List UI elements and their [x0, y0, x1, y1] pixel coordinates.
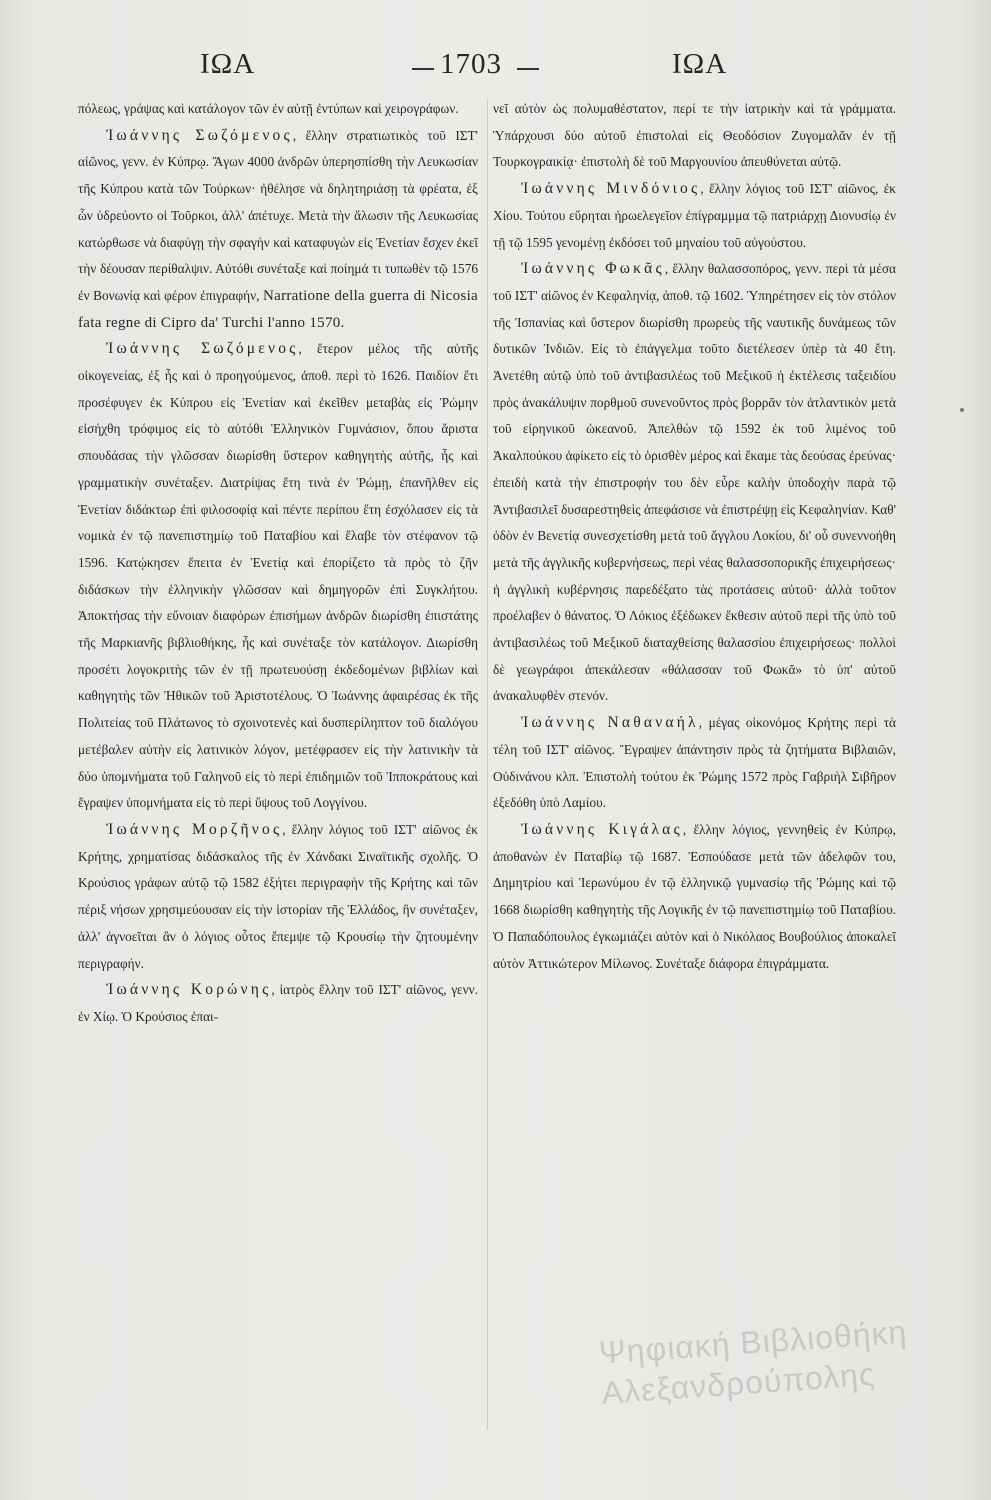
right-column [493, 96, 896, 977]
entry-text: , ἕλλην λόγιος τοῦ ΙΣΤ' αἰῶνος ἐκ Κρήτης, χρηματίσας διδάσκαλος τῆς ἐν Χάνδακι Σιναϊτικῆς σχολῆς. Ὁ Κρούσιος γράφων αὐτῷ τῷ 1582 ἐξήτει περιγραφὴν τῆς Κρήτης καὶ τῶν πέριξ νήσων χρησιμεύουσαν εἰς τὴν ἱστορίαν τῆς Ἑλλάδος, ἣν συνέταξεν, ἀλλ' ἀγνοεῖται ἂν ὁ λόγιος οὗτος ἔπεμψε τῷ Κρουσίῳ τὴν ζητουμένην περιγραφήν. [78, 821, 478, 971]
entry-paragraph [493, 710, 896, 817]
entry-text: , ἕλλην λόγιος, γεννηθεὶς ἐν Κύπρῳ, ἀποθανὼν ἐν Παταβίῳ τῷ 1687. Ἐσπούδασε μετὰ τῶν ἀδελφῶν του, Δημητρίου καὶ Ἱερωνύμου ἐν τῷ ἑλληνικῷ γυμνασίῳ τῆς Ῥώμης καὶ τῷ 1668 διωρίσθη καθηγητὴς τῆς Λογικῆς ἐν τῷ πανεπιστημίῳ τοῦ Παταβίου. Ὁ Παπαδόπουλος ἐγκωμιάζει αὐτὸν καὶ ὁ Νικόλαος Βουβούλιος ἀποκαλεῖ αὐτὸν Ἀττικώτερον Μίλωνος. Συνέταξε διάφορα ἐπιγράμματα. [493, 821, 896, 971]
entry-paragraph [493, 96, 896, 176]
entry-paragraph [78, 96, 478, 123]
running-header [0, 44, 991, 94]
header-dash-left [412, 68, 434, 70]
entry-name: Ἰωάννης Μορζῆνος [106, 820, 283, 838]
left-column [78, 96, 478, 1031]
entry-text: , ἕλλην θαλασσοπόρος, γενν. περὶ τὰ μέσα τοῦ ΙΣΤ' αἰῶνος ἐν Κεφαληνίᾳ, ἀποθ. τῷ 1602. Ὑπηρέτησεν εἰς τὸν στόλον τῆς Ἱσπανίας καὶ ὕστερον διωρίσθη πρωρεὺς τῆς ναυτικῆς δυνάμεως τῶν δυτικῶν Ἰνδιῶν. Εἰς τὸ ἐπάγγελμα τοῦτο διετέλεσεν ὑπὲρ τὰ 40 ἔτη. Ἀνετέθη αὐτῷ ὑπὸ τοῦ ἀντιβασιλέως τοῦ Μεξικοῦ ἡ ἐκτέλεσις ταξειδίου πρὸς ἀνακάλυψιν πορθμοῦ συνενοῦντος πρὸς βορρᾶν τὸν ἀτλαντικὸν μετὰ τοῦ εἰρηνικοῦ ὠκεανοῦ. Ἀπελθὼν τῷ 1592 ἐκ τοῦ λιμένος τοῦ Ἀκαλπούκου ἀφίκετο εἰς τὸ ὁρισθὲν μέρος καὶ ἔκαμε τὰς δεούσας ἐρεύνας· ἐπειδὴ κατὰ τὴν ἐπιστροφήν του δὲν εὗρε καλὴν ὑποδοχὴν παρὰ τῷ Ἀντιβασιλεῖ δυσαρεστηθεὶς ἀπεφάσισε νὰ ἐπιστρέψῃ εἰς Κεφαληνίαν. Καθ' ὁδὸν ἐν Βενετίᾳ συνεσχετίσθη μετὰ τοῦ ἄγγλου Λοκίου, δι' οὗ συνεννοήθη μετὰ τῆς ἀγγλικῆς κυβερνήσεως, περὶ νέας θαλασσοπορικῆς ἐπιχειρήσεως· ἡ ἀγγλικὴ κυβέρνησις παρεδέξατο τὰς προτάσεις αὐτοῦ· ἀλλὰ τοῦτον προέλαβεν ὁ θάνατος. Ὁ Λόκιος ἐξέδωκεν ἔκθεσιν αὐτοῦ περὶ τῆς ὑπὸ τοῦ ἀντιβασιλέως τοῦ Μεξικοῦ διαταχθείσης θαλασσίου ἐπιχειρήσεως· πολλοὶ δὲ γεωγράφοι ἀπεκάλεσαν «θάλασσαν τοῦ Φωκᾶ» τὸ ὑπ' αὐτοῦ ἀνακαλυφθὲν στενόν. [493, 261, 896, 704]
entry-name: Ἰωάννης Φωκᾶς [521, 260, 665, 278]
page-number: 1703 [440, 48, 502, 80]
latin-title: Narratione della guerra di Nicosia fata regne di Cipro da' Turchi l'anno 1570. [78, 287, 478, 331]
entry-name: Ἰωάννης Σωζόμενος [106, 340, 299, 358]
entry-text: , ἰατρὸς ἕλλην τοῦ ΙΣΤ' αἰῶνος, γενν. ἐν Χίῳ. Ὁ Κρούσιος ἐπαι- [78, 982, 478, 1024]
entry-paragraph [493, 256, 896, 710]
entry-text: , μέγας οἰκονόμος Κρήτης περὶ τὰ τέλη τοῦ ΙΣΤ' αἰῶνος. Ἔγραψεν ἀπάντησιν πρὸς τὰ ζητήματα Βιβλαιῶν, Οὐδινάνου κλπ. Ἐπιστολὴ τούτου ἐκ Ῥώμης 1572 πρὸς Γαβριὴλ Σιβῆρον ἐξεδόθη ὑπὸ Λαμίου. [493, 715, 897, 811]
entry-text: πόλεως, γράψας καὶ κατάλογον τῶν ἐν αὐτῇ ἐντύπων καὶ χειρογράφων. [78, 101, 459, 116]
entry-name: Ἰωάννης Κιγάλας [521, 820, 683, 838]
header-right: ΙΩΑ [672, 48, 728, 80]
entry-name: Ἰωάννης Ναθαναήλ [521, 714, 699, 732]
entry-paragraph [493, 817, 896, 977]
entry-name: Ἰωάννης Σωζόμενος [106, 126, 293, 144]
header-left: ΙΩΑ [200, 48, 256, 80]
entry-name: Ἰωάννης Μινδόνιος [521, 180, 701, 198]
entry-paragraph [78, 123, 478, 337]
entry-text: νεῖ αὐτὸν ὡς πολυμαθέστατον, περί τε τὴν ἰατρικὴν καὶ τὰ γράμματα. Ὑπάρχουσι δύο αὐτοῦ ἐπιστολαὶ εἰς Θεοδόσιον Ζυγομαλᾶν ἐν τῇ Τουρκογραικίᾳ· ἐπιστολὴ δὲ τοῦ Μαργουνίου ἀπευθύνεται αὐτῷ. [493, 101, 896, 170]
entry-text: , ἕλλην λόγιος τοῦ ΙΣΤ' αἰῶνος, ἐκ Χίου. Τούτου εὕρηται ἡρωελεγεῖον ἐπίγραμμμα τῷ πατριάρχῃ Διονυσίῳ ἐν τῇ τῷ 1595 γενομένῃ ἐκδόσει τοῦ μηναίου τοῦ αὐγούστου. [493, 181, 897, 250]
entry-paragraph [78, 817, 478, 977]
entry-text: , ἕλλην στρατιωτικὸς τοῦ ΙΣΤ' αἰῶνος, γενν. ἐν Κύπρῳ. Ἄγων 4000 ἀνδρῶν ὑπερησπίσθη τὴν Λευκωσίαν τῆς Κύπρου κατὰ τῶν Τούρκων· ἠθέλησε νὰ δηλητηριάσῃ τὰ φρέατα, ἐξ ὧν ὑδρεύοντο οἱ Τοῦρκοι, ἀλλ' ἀπέτυχε. Μετὰ τὴν ἅλωσιν τῆς Λευκωσίας κατώρθωσε νὰ διαφύγῃ τὴν σφαγὴν καὶ καταφυγὼν εἰς Ἐνετίαν ἔσχεν ἐκεῖ τὴν δέουσαν περίθαλψιν. Αὐτόθι συνέταξε καὶ ποίημά τι τυπωθὲν τῷ 1576 ἐν Βονωνίᾳ καὶ φέρον ἐπιγραφήν, [78, 127, 479, 303]
header-dash-right [517, 68, 539, 70]
entry-paragraph [78, 977, 478, 1030]
entry-paragraph [493, 176, 896, 256]
entry-text: , ἕτερον μέλος τῆς αὐτῆς οἰκογενείας, ἐξ ἧς καὶ ὁ προηγούμενος, ἀποθ. περὶ τὸ 1626. Παιδίον ἔτι προσέφυγεν ἐκ Κύπρου εἰς Ἐνετίαν καὶ ἐκεῖθεν μεταβὰς εἰς Ῥώμην εἰσήχθη τρόφιμος εἰς τὸ αὐτόθι Ἑλληνικὸν Γυμνάσιον, ὅπου ἄριστα σπουδάσας τὴν γλῶσσαν διωρίσθη ὕστερον καθηγητὴς αὐτῆς, ἧς καὶ γραμματικὴν συνέταξεν. Διατρίψας ἔτη τινὰ ἐν Ῥώμῃ, ἐπανῆλθεν εἰς Ἐνετίαν διδάκτωρ ἐπὶ φιλοσοφίᾳ καὶ πέντε περίπου ἔτη ἐσχόλασεν εἰς τὰ νομικὰ ἐν τῷ πανεπιστημίῳ τοῦ Παταβίου καὶ ἔλαβε τὸν στέφανον τῷ 1596. Κατῴκησεν ἔπειτα ἐν Ἐνετίᾳ καὶ ἐπορίζετο τὰ πρὸς τὸ ζῆν διδάσκων τὴν ἑλληνικὴν γλῶσσαν καὶ δημηγορῶν ἐπὶ Συγκλήτου. Ἀποκτήσας τὴν εὔνοιαν διαφόρων ἐπισήμων ἀνδρῶν διωρίσθη ἐπιστάτης τῆς Μαρκιανῆς βιβλιοθήκης, ἧς καὶ συνέταξε τὸν κατάλογον. Διωρίσθη προσέτι λογοκριτὴς τῶν ἐν τῇ πρωτευούσῃ ἐκδεδομένων βιβλίων καὶ καθηγητὴς τῶν Ἠθικῶν τοῦ Ἀριστοτέλους. Ὁ Ἰωάννης ἀφαιρέσας ἐκ τῆς Πολιτείας τοῦ Πλάτωνος τὸ σχοινοτενὲς καὶ δυσπερίληπτον τοῦ διαλόγου μετέβαλεν αὐτὴν εἰς λατινικὸν λόγον, μετέφρασεν εἰς τὴν λατινικὴν τὰ δύο ὑπομνήματα τοῦ Γαληνοῦ εἰς τὸ περὶ ἐπιδημιῶν τοῦ Ἱπποκράτους καὶ ἔγραψεν ὑπομνήματα εἰς τὸ περὶ ὕψους τοῦ Λογγίνου. [78, 341, 478, 811]
entry-paragraph [78, 336, 478, 817]
library-watermark: Ψηφιακή Βιβλιοθήκη Αλεξανδρούπολης [597, 1313, 909, 1411]
entry-name: Ἰωάννης Κορώνης [106, 981, 272, 999]
paper-speck [960, 408, 964, 412]
column-gutter [487, 100, 488, 1430]
